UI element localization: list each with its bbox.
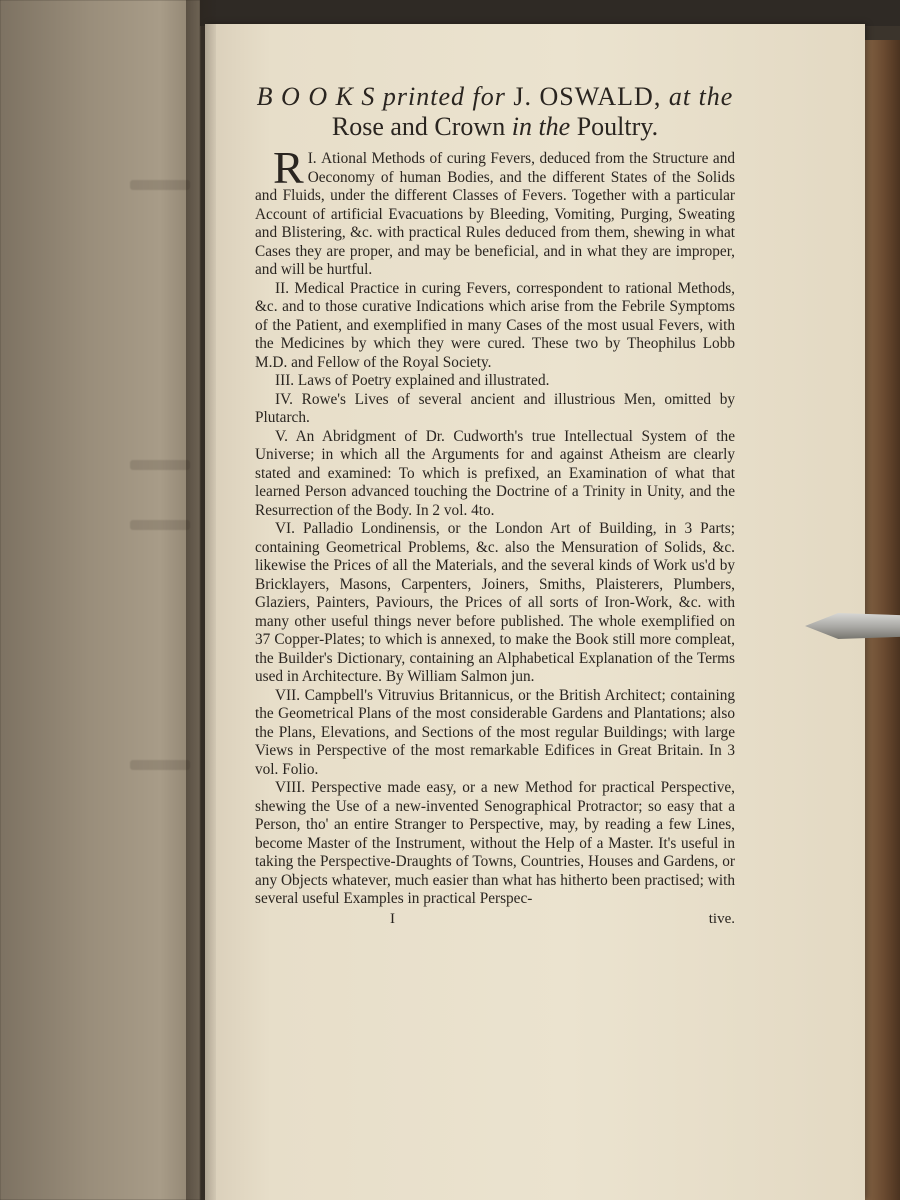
facing-page-text-ghost xyxy=(130,760,190,770)
facing-page-text-ghost xyxy=(130,180,190,190)
title-italic: B O O K S printed for xyxy=(256,82,506,111)
list-item: VI. Palladio Londinensis, or the London Art of Building, in 3 Parts; containing Geometrical Problems, &c. also the Mensuration of Solids, &c. likewise the Prices of all the Materials, and the several kinds of Work us'd by Bricklayers, Masons, Carpenters, Joiners, Smiths, Plaisterers, Plumbers, Glaziers, Painters, Paviours, the Prices of all sorts of Iron-Work, &c. with many other useful things never before published. The whole exemplified on 37 Copper-Plates; to which is annexed, to make the Book still more compleat, the Builder's Dictionary, containing an Alphabetical Explanation of the Terms used in Architecture. By William Salmon jun. xyxy=(255,520,735,685)
list-item: II. Medical Practice in curing Fevers, correspondent to rational Methods, &c. and to those curative Indications which arise from the Febrile Symptoms of the Patient, and exemplified in many Cases of the most usual Fevers, with the Medicines by which they were cured. These two by Theophilus Lobb M.D. and Fellow of the Royal Society. xyxy=(255,279,735,371)
subtitle-sign: Rose and Crown xyxy=(331,112,506,141)
title-tail: at the xyxy=(668,82,734,111)
entry-text: Ational Methods of curing Fevers, deduced from the Structure and Oeconomy of human Bodies, and the different States of the Solids and Fluids, under the different Classes of Fevers. Together with a particular Account of artificial Evacuations by Bleeding, Vomiting, Purging, Sweating and Blistering, &c. with practical Rules deduced from them, shewing in what Cases they are proper, and may be beneficial, and in what they are improper, and will be hurtful. xyxy=(255,150,735,278)
subtitle-place: Poultry. xyxy=(576,112,659,141)
list-item xyxy=(255,142,735,280)
book-list xyxy=(255,142,735,909)
subtitle-connector: in the xyxy=(511,112,571,141)
page-title xyxy=(255,82,735,112)
entry-numeral: I. xyxy=(307,150,317,167)
list-item: IV. Rowe's Lives of several ancient and illustrious Men, omitted by Plutarch. xyxy=(255,390,735,426)
list-item: V. An Abridgment of Dr. Cudworth's true Intellectual System of the Universe; in which all the Arguments for and against Atheism are clearly stated and examined: To which is prefixed, an Examination of what that learned Person advanced touching the Doctrine of a Trinity in Unity, and the Resurrection of the Body. In 2 vol. 4to. xyxy=(255,427,735,519)
page-subtitle xyxy=(255,112,735,142)
facing-page-text-ghost xyxy=(130,520,190,530)
list-item: VII. Campbell's Vitruvius Britannicus, or the British Architect; containing the Geometrical Plans of the most considerable Gardens and Plantations; also the Plans, Elevations, and Sections of the most regular Buildings; with large Views in Perspective of the most remarkable Edifices in Great Britain. In 3 vol. Folio. xyxy=(255,686,735,778)
catchword: tive. xyxy=(708,910,735,927)
background-strip xyxy=(200,0,900,26)
facing-page xyxy=(0,0,200,1200)
list-item: III. Laws of Poetry explained and illustrated. xyxy=(275,372,550,389)
drop-cap: R xyxy=(273,142,304,193)
page-gutter-shadow xyxy=(186,0,216,1200)
page-content xyxy=(255,82,735,931)
signature-mark: I xyxy=(390,910,395,927)
page-footer xyxy=(255,911,735,931)
list-item: VIII. Perspective made easy, or a new Method for practical Perspective, shewing the Use of a new-invented Senographical Protractor; so easy that a Person, tho' an entire Stranger to Perspective, may, by reading a few Lines, become Master of the Instrument, without the Help of a Master. It's useful in taking the Perspective-Draughts of Towns, Countries, Houses and Gardens, or any Objects whatever, much easier than what has hitherto been practised; with several useful Examples in practical Perspec- xyxy=(255,779,735,907)
title-publisher: J. OSWALD, xyxy=(513,82,662,111)
facing-page-text-ghost xyxy=(130,460,190,470)
